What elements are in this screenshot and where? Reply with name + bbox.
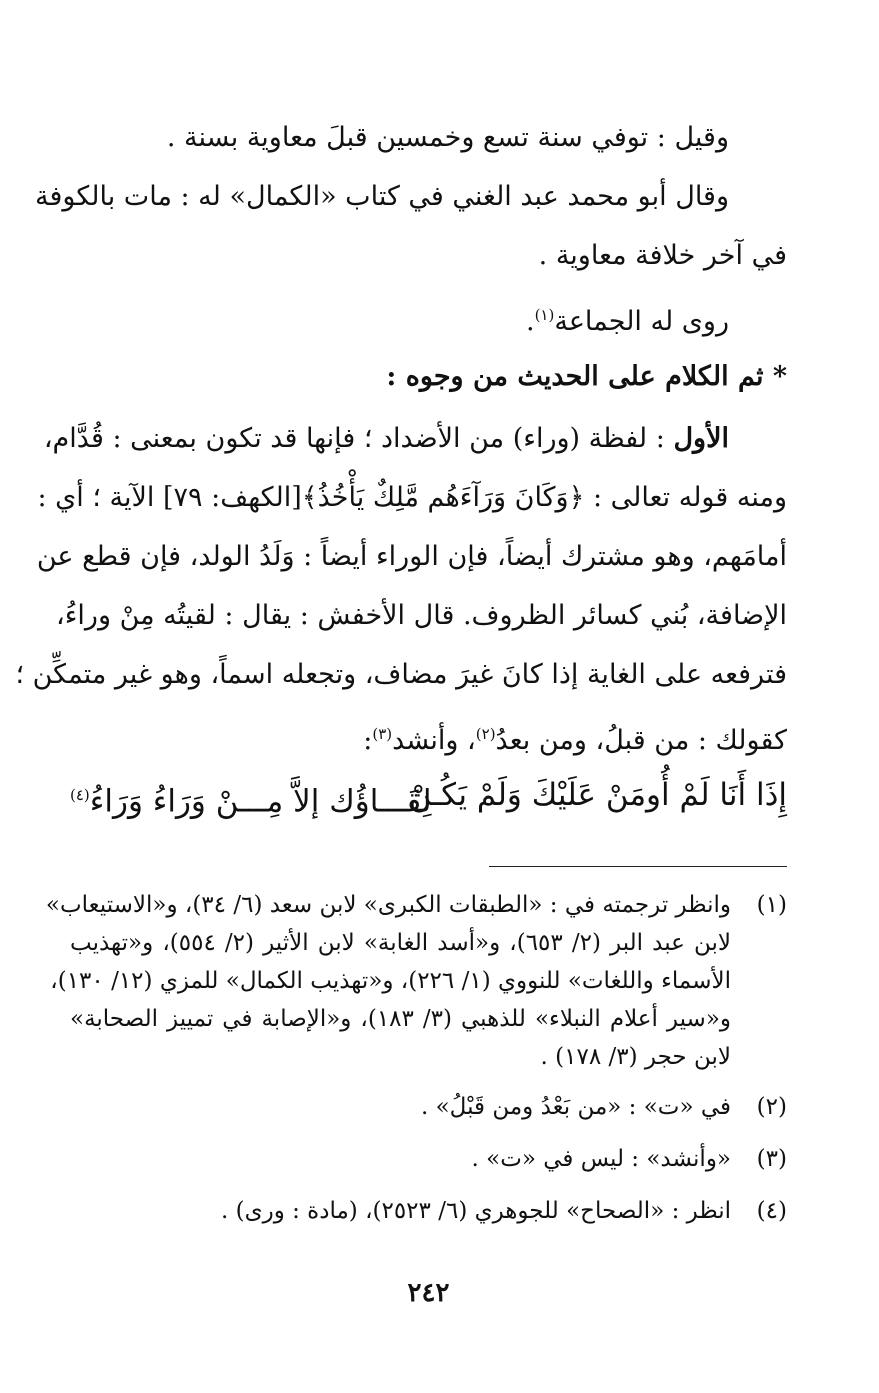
footnote-number: (٢) [756, 1094, 787, 1120]
text: كقولك : من قبلُ، ومن بعدُ [495, 725, 787, 756]
footnote-separator [489, 866, 787, 867]
text: : [363, 725, 373, 756]
page-number: ٢٤٢ [407, 1278, 450, 1308]
section-first-line-1 [43, 419, 787, 459]
verse-second-hemistich: لِقَـــاؤُك إلاَّ مِـــنْ وَرَاءُ وَرَاءُ [89, 783, 432, 820]
footnote-ref-4[interactable]: (٤) [70, 786, 90, 804]
footnote-text: انظر : «الصحاح» للجوهري (٦/ ٢٥٢٣)، (مادة : ورى) . [220, 1198, 731, 1224]
book-page [15, 108, 787, 1393]
text: روى له الجماعة [554, 306, 729, 337]
text: وقال أبو محمد عبد الغني في كتاب «الكمال» له : مات بالكوفة [35, 181, 729, 212]
text: وقيل : توفي سنة تسع وخمسين قبلَ معاوية بسنة . [166, 122, 729, 153]
footnote-text: الأسماء واللغات» للنووي (١/ ٢٢٦)، و«تهذيب الكمال» للمزي (١٢/ ١٣٠)، [50, 968, 731, 994]
verse-first-hemistich: إِذَا أَنَا لَمْ أُومَنْ عَلَيْكَ وَلَمْ يَكُـنْ [408, 777, 787, 813]
footnote-number: (١) [756, 892, 787, 918]
footnote-text: و«سير أعلام النبلاء» للذهبي (٣/ ١٨٣)، و«الإصابة في تمييز الصحابة» [70, 1006, 731, 1032]
footnote-text: لابن حجر (٣/ ١٧٨) . [540, 1044, 731, 1070]
asterisk-icon: * [772, 361, 787, 392]
text: فترفعه على الغاية إذا كانَ غيرَ مضاف، وتجعله اسماً، وهو غير متمكِّن ؛ [15, 659, 787, 690]
text: في آخر خلافة معاوية . [538, 240, 787, 271]
text: أمامَهم، وهو مشترك أيضاً، فإن الوراء أيضاً : وَلَدُ الولد، فإن قطع عن [36, 541, 787, 572]
section-heading [70, 357, 787, 397]
heading-text: ثم الكلام على الحديث من وجوه : [386, 361, 764, 392]
section-first-line-2 [37, 478, 787, 518]
section-first-line-3 [36, 537, 787, 577]
paragraph-abd-alghani-line-2 [70, 236, 787, 276]
section-first-line-4 [56, 596, 787, 636]
paragraph-death-year [70, 118, 787, 158]
footnote-number: (٤) [756, 1198, 787, 1224]
footnote-ref-1[interactable]: (١) [534, 306, 555, 324]
text: الإضافة، بُني كسائر الظروف. قال الأخفش : يقال : لقيتُه مِنْ وراءُ، [56, 600, 787, 631]
paragraph-narrators [70, 295, 787, 342]
footnote-ref-2[interactable]: (٢) [475, 725, 496, 743]
section-first-line-5 [15, 655, 787, 695]
footnote-1-line-3 [50, 964, 787, 998]
text: ومنه قوله تعالى : ﴿وَكَانَ وَرَآءَهُم مَّلِكٌ يَأْخُذُ﴾[الكهف: ٧٩] الآية ؛ أي : [37, 482, 787, 513]
footnote-text: «وأنشد» : ليس في «ت» . [471, 1146, 731, 1172]
poetry-verse [70, 771, 787, 821]
footnote-text: وانظر ترجمته في : «الطبقات الكبرى» لابن سعد (٦/ ٣٤)، و«الاستيعاب» [45, 892, 731, 918]
section-first-line-6 [70, 714, 787, 761]
verse-second-hemistich-wrap [70, 771, 432, 825]
footnote-1-line-5 [70, 1040, 787, 1074]
footnote-text: لابن عبد البر (٢/ ٦٥٣)، و«أسد الغابة» لابن الأثير (٢/ ٥٥٤)، و«تهذيب [70, 930, 732, 956]
footnote-1-line-2 [70, 926, 787, 960]
text: : لفظة (وراء) من الأضداد ؛ فإنها قد تكون بمعنى : قُدَّام، [43, 423, 665, 454]
footnote-text: في «ت» : «من بَعْدُ ومن قَبْلُ» . [420, 1094, 731, 1120]
section-lead-word: الأول [673, 423, 729, 454]
text: ، وأنشد [392, 725, 476, 756]
footnote-1-line-4 [70, 1002, 787, 1036]
footnote-ref-3[interactable]: (٣) [372, 725, 393, 743]
text-end: . [525, 306, 535, 337]
paragraph-abd-alghani-line-1 [35, 177, 787, 217]
footnote-number: (٣) [756, 1146, 787, 1172]
